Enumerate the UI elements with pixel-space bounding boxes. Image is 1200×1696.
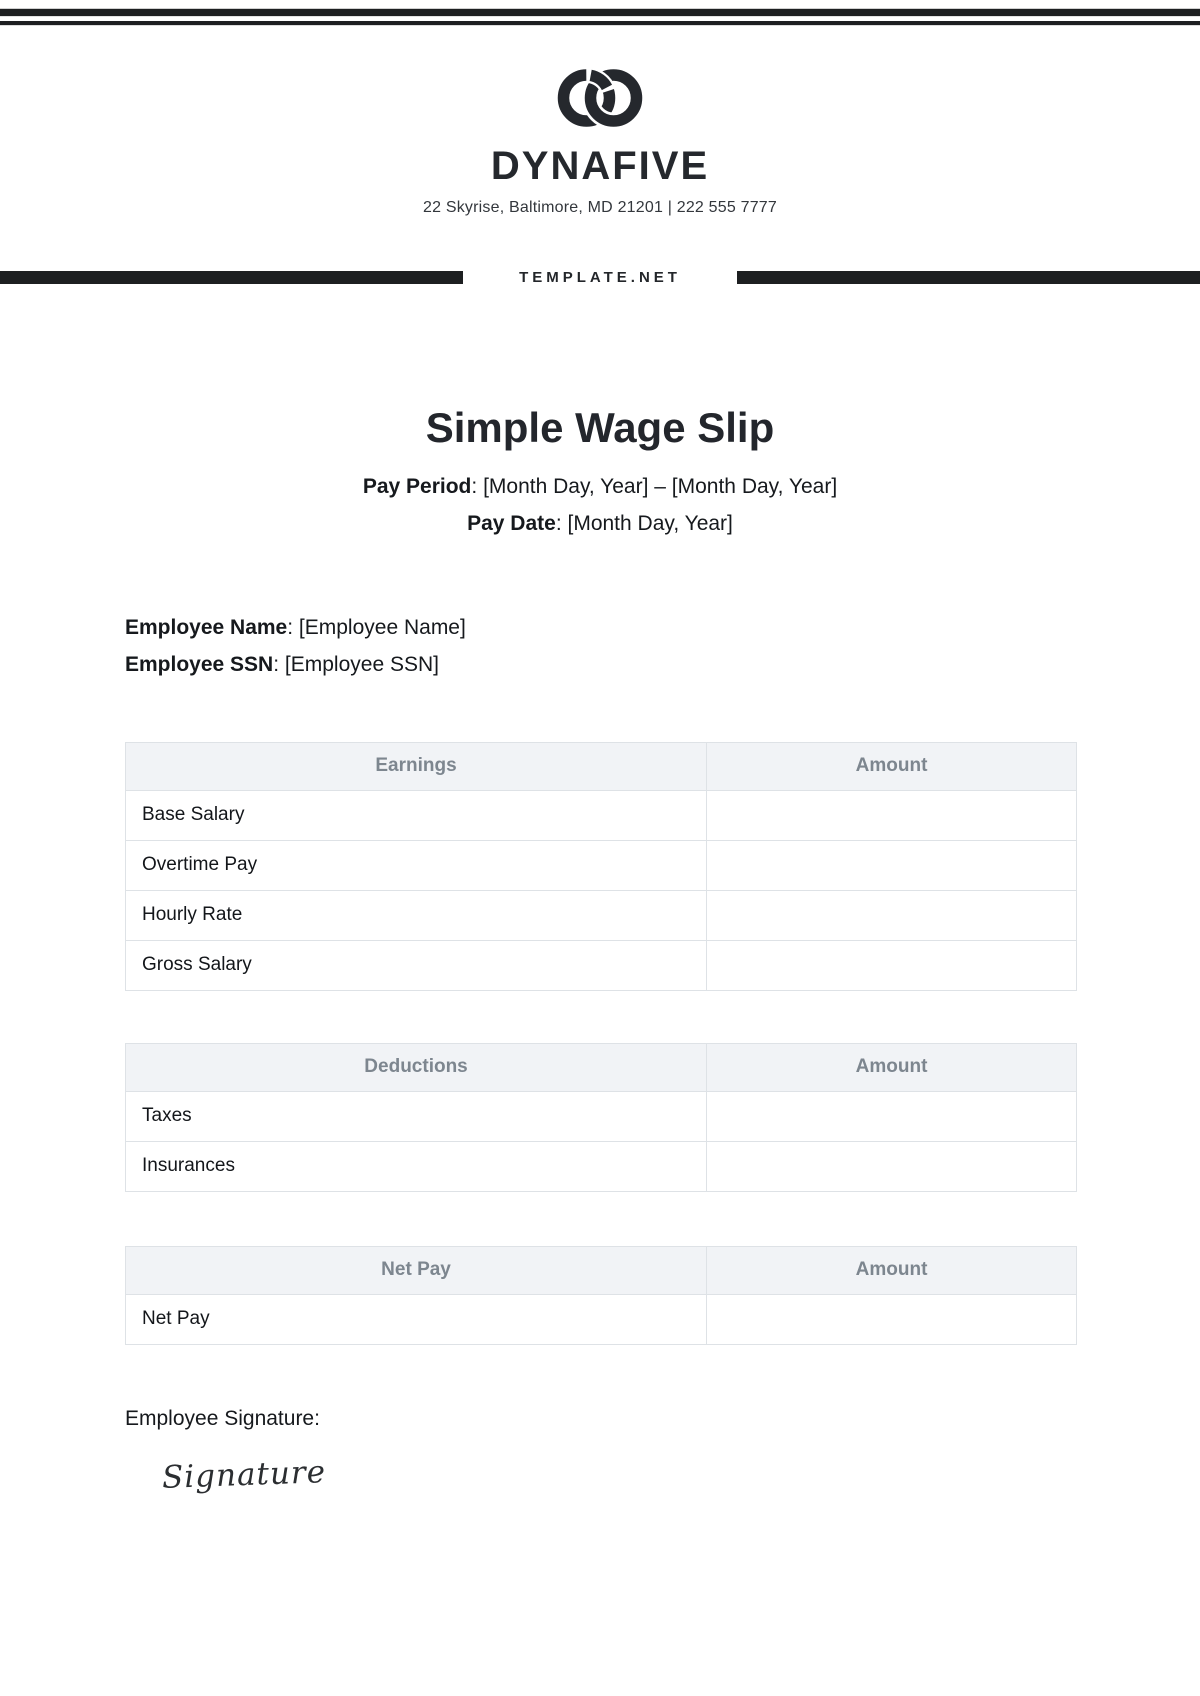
- employee-ssn-value: [Employee SSN]: [284, 653, 439, 677]
- row-label: Base Salary: [126, 790, 707, 840]
- pay-date-line: [0, 506, 1200, 543]
- netpay-header-cell: Net Pay: [126, 1246, 707, 1294]
- row-amount: [707, 890, 1077, 940]
- employee-name-value: [Employee Name]: [298, 615, 466, 639]
- watermark-left-bar: [0, 271, 463, 284]
- watermark-right-bar: [737, 271, 1200, 284]
- employee-name-label: Employee Name: [125, 615, 288, 639]
- row-label: Taxes: [126, 1091, 707, 1141]
- top-bar-secondary: [0, 21, 1200, 26]
- table-row: [126, 1091, 1077, 1141]
- table-row: [126, 1294, 1077, 1344]
- pay-date-separator: :: [555, 512, 568, 536]
- netpay-header-row: [126, 1246, 1077, 1294]
- netpay-table: [125, 1246, 1077, 1345]
- earnings-header-cell: Earnings: [126, 742, 707, 790]
- watermark-band: [0, 267, 1200, 287]
- pay-info-block: [0, 469, 1200, 543]
- employee-name-separator: :: [287, 615, 299, 639]
- row-amount: [707, 1141, 1077, 1191]
- row-label: Hourly Rate: [126, 890, 707, 940]
- deductions-header-row: [126, 1043, 1077, 1091]
- watermark-label: TEMPLATE.NET: [519, 268, 681, 286]
- pay-period-value: [Month Day, Year] – [Month Day, Year]: [483, 475, 838, 499]
- row-amount: [707, 790, 1077, 840]
- pay-period-separator: :: [471, 475, 484, 499]
- row-amount: [707, 940, 1077, 990]
- pay-date-value: [Month Day, Year]: [567, 512, 733, 536]
- brand-address: 22 Skyrise, Baltimore, MD 21201 | 222 555 7777: [423, 199, 777, 216]
- brand-logo-icon: [548, 66, 652, 130]
- table-row: [126, 890, 1077, 940]
- row-amount: [707, 840, 1077, 890]
- row-amount: [707, 1294, 1077, 1344]
- document-title: Simple Wage Slip: [425, 404, 775, 451]
- row-label: Insurances: [126, 1141, 707, 1191]
- deductions-header-cell: Deductions: [126, 1043, 707, 1091]
- signature-label: Employee Signature:: [125, 1406, 320, 1430]
- pay-period-label: Pay Period: [362, 475, 472, 499]
- employee-ssn-label: Employee SSN: [125, 653, 274, 677]
- pay-period-line: [0, 469, 1200, 506]
- employee-info-block: [125, 609, 1077, 684]
- row-label: Gross Salary: [126, 940, 707, 990]
- employee-ssn-line: [125, 646, 1077, 683]
- pay-date-label: Pay Date: [467, 512, 556, 536]
- table-row: [126, 940, 1077, 990]
- top-bar-primary: [0, 8, 1200, 17]
- deductions-table: [125, 1043, 1077, 1192]
- employee-name-line: [125, 609, 1077, 646]
- table-row: [126, 790, 1077, 840]
- table-row: [126, 840, 1077, 890]
- row-label: Overtime Pay: [126, 840, 707, 890]
- table-row: [126, 1141, 1077, 1191]
- amount-header-cell: Amount: [707, 1246, 1077, 1294]
- amount-header-cell: Amount: [707, 742, 1077, 790]
- brand-name: DYNAFIVE: [490, 144, 710, 188]
- signature-script: Signature: [161, 1453, 327, 1496]
- row-label: Net Pay: [126, 1294, 707, 1344]
- amount-header-cell: Amount: [707, 1043, 1077, 1091]
- row-amount: [707, 1091, 1077, 1141]
- employee-ssn-separator: :: [273, 653, 285, 677]
- letterhead: [0, 66, 1200, 217]
- earnings-header-row: [126, 742, 1077, 790]
- earnings-table: [125, 742, 1077, 991]
